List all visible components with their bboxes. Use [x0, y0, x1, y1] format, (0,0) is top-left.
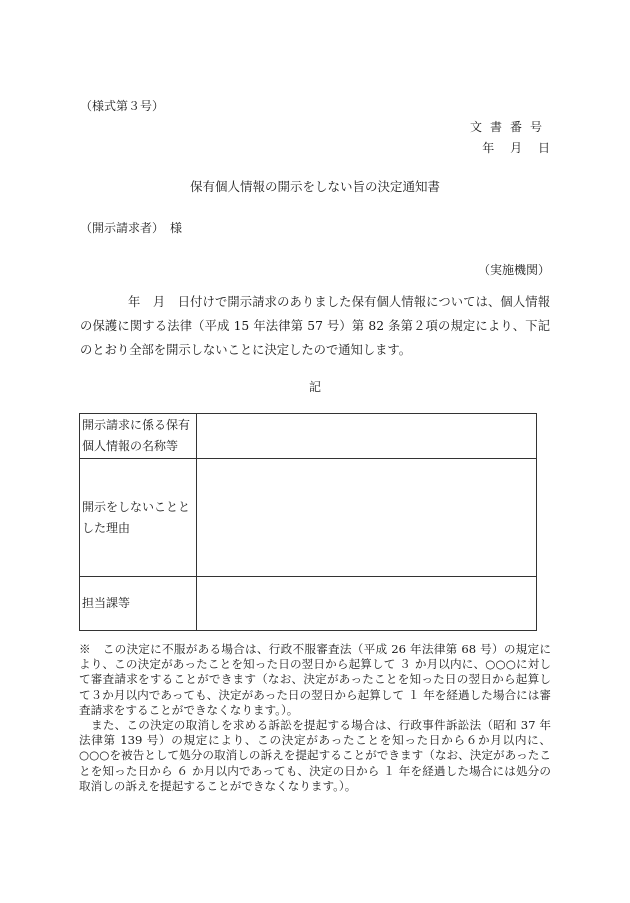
- document-title: 保有個人情報の開示をしない旨の決定通知書: [189, 179, 440, 194]
- implementing-agency: （実施機関）: [477, 263, 550, 277]
- table-row-reason: [80, 459, 537, 577]
- row3-label: 担当課等: [80, 577, 197, 631]
- date-month: 月: [510, 141, 523, 155]
- form-number: （様式第３号）: [80, 99, 165, 113]
- document-number-label: 文書番号: [469, 120, 550, 134]
- appeal-notice-paragraph-2: また、この決定の取消しを求める訴訟を提起する場合は、行政事件訴訟法（昭和 37 年法律第 139 号）の規定により、この決定があったことを知った日から６か月以内に、○○○を被告として処分の取消しの訴えを提起することができます（なお、決定があったことを知った日から ６ か月以内であっても、決定の日から １ 年を経過した場合には処分の取消しの訴えを提起することができなくなります。）。: [79, 718, 551, 793]
- ki-heading: 記: [308, 380, 321, 394]
- decision-table: [79, 413, 537, 631]
- date-line: [470, 139, 550, 156]
- date-year: 年: [482, 141, 495, 155]
- row3-value: [197, 577, 537, 631]
- appeal-notice: [79, 642, 551, 794]
- table-row-department: [80, 577, 537, 631]
- body-paragraph: 年 月 日付けで開示請求のありました保有個人情報については、個人情報の保護に関する法律（平成 15 年法律第 57 号）第 82 条第２項の規定により、下記のとおり全部を開示しないことに決定したので通知します。: [80, 295, 550, 357]
- date-day: 日: [537, 141, 550, 155]
- row1-value: [197, 414, 537, 459]
- appeal-notice-paragraph-1: ※ この決定に不服がある場合は、行政不服審査法（平成 26 年法律第 68 号）の規定により、この決定があったことを知った日の翌日から起算して ３ か月以内に、○○○に対して審査請求をすることができます（なお、決定があったことを知った日の翌日から起算して３か月以内であっても、決定があった日の翌日から起算して １ 年を経過した場合には審査請求をすることができなくなります。）。: [79, 642, 551, 717]
- table-row-info-name: [80, 414, 537, 459]
- row1-label: 開示請求に係る保有個人情報の名称等: [80, 414, 197, 459]
- row2-value: [197, 459, 537, 577]
- row2-label: 開示をしないこととした理由: [80, 459, 197, 577]
- addressee: （開示請求者） 様: [80, 221, 183, 235]
